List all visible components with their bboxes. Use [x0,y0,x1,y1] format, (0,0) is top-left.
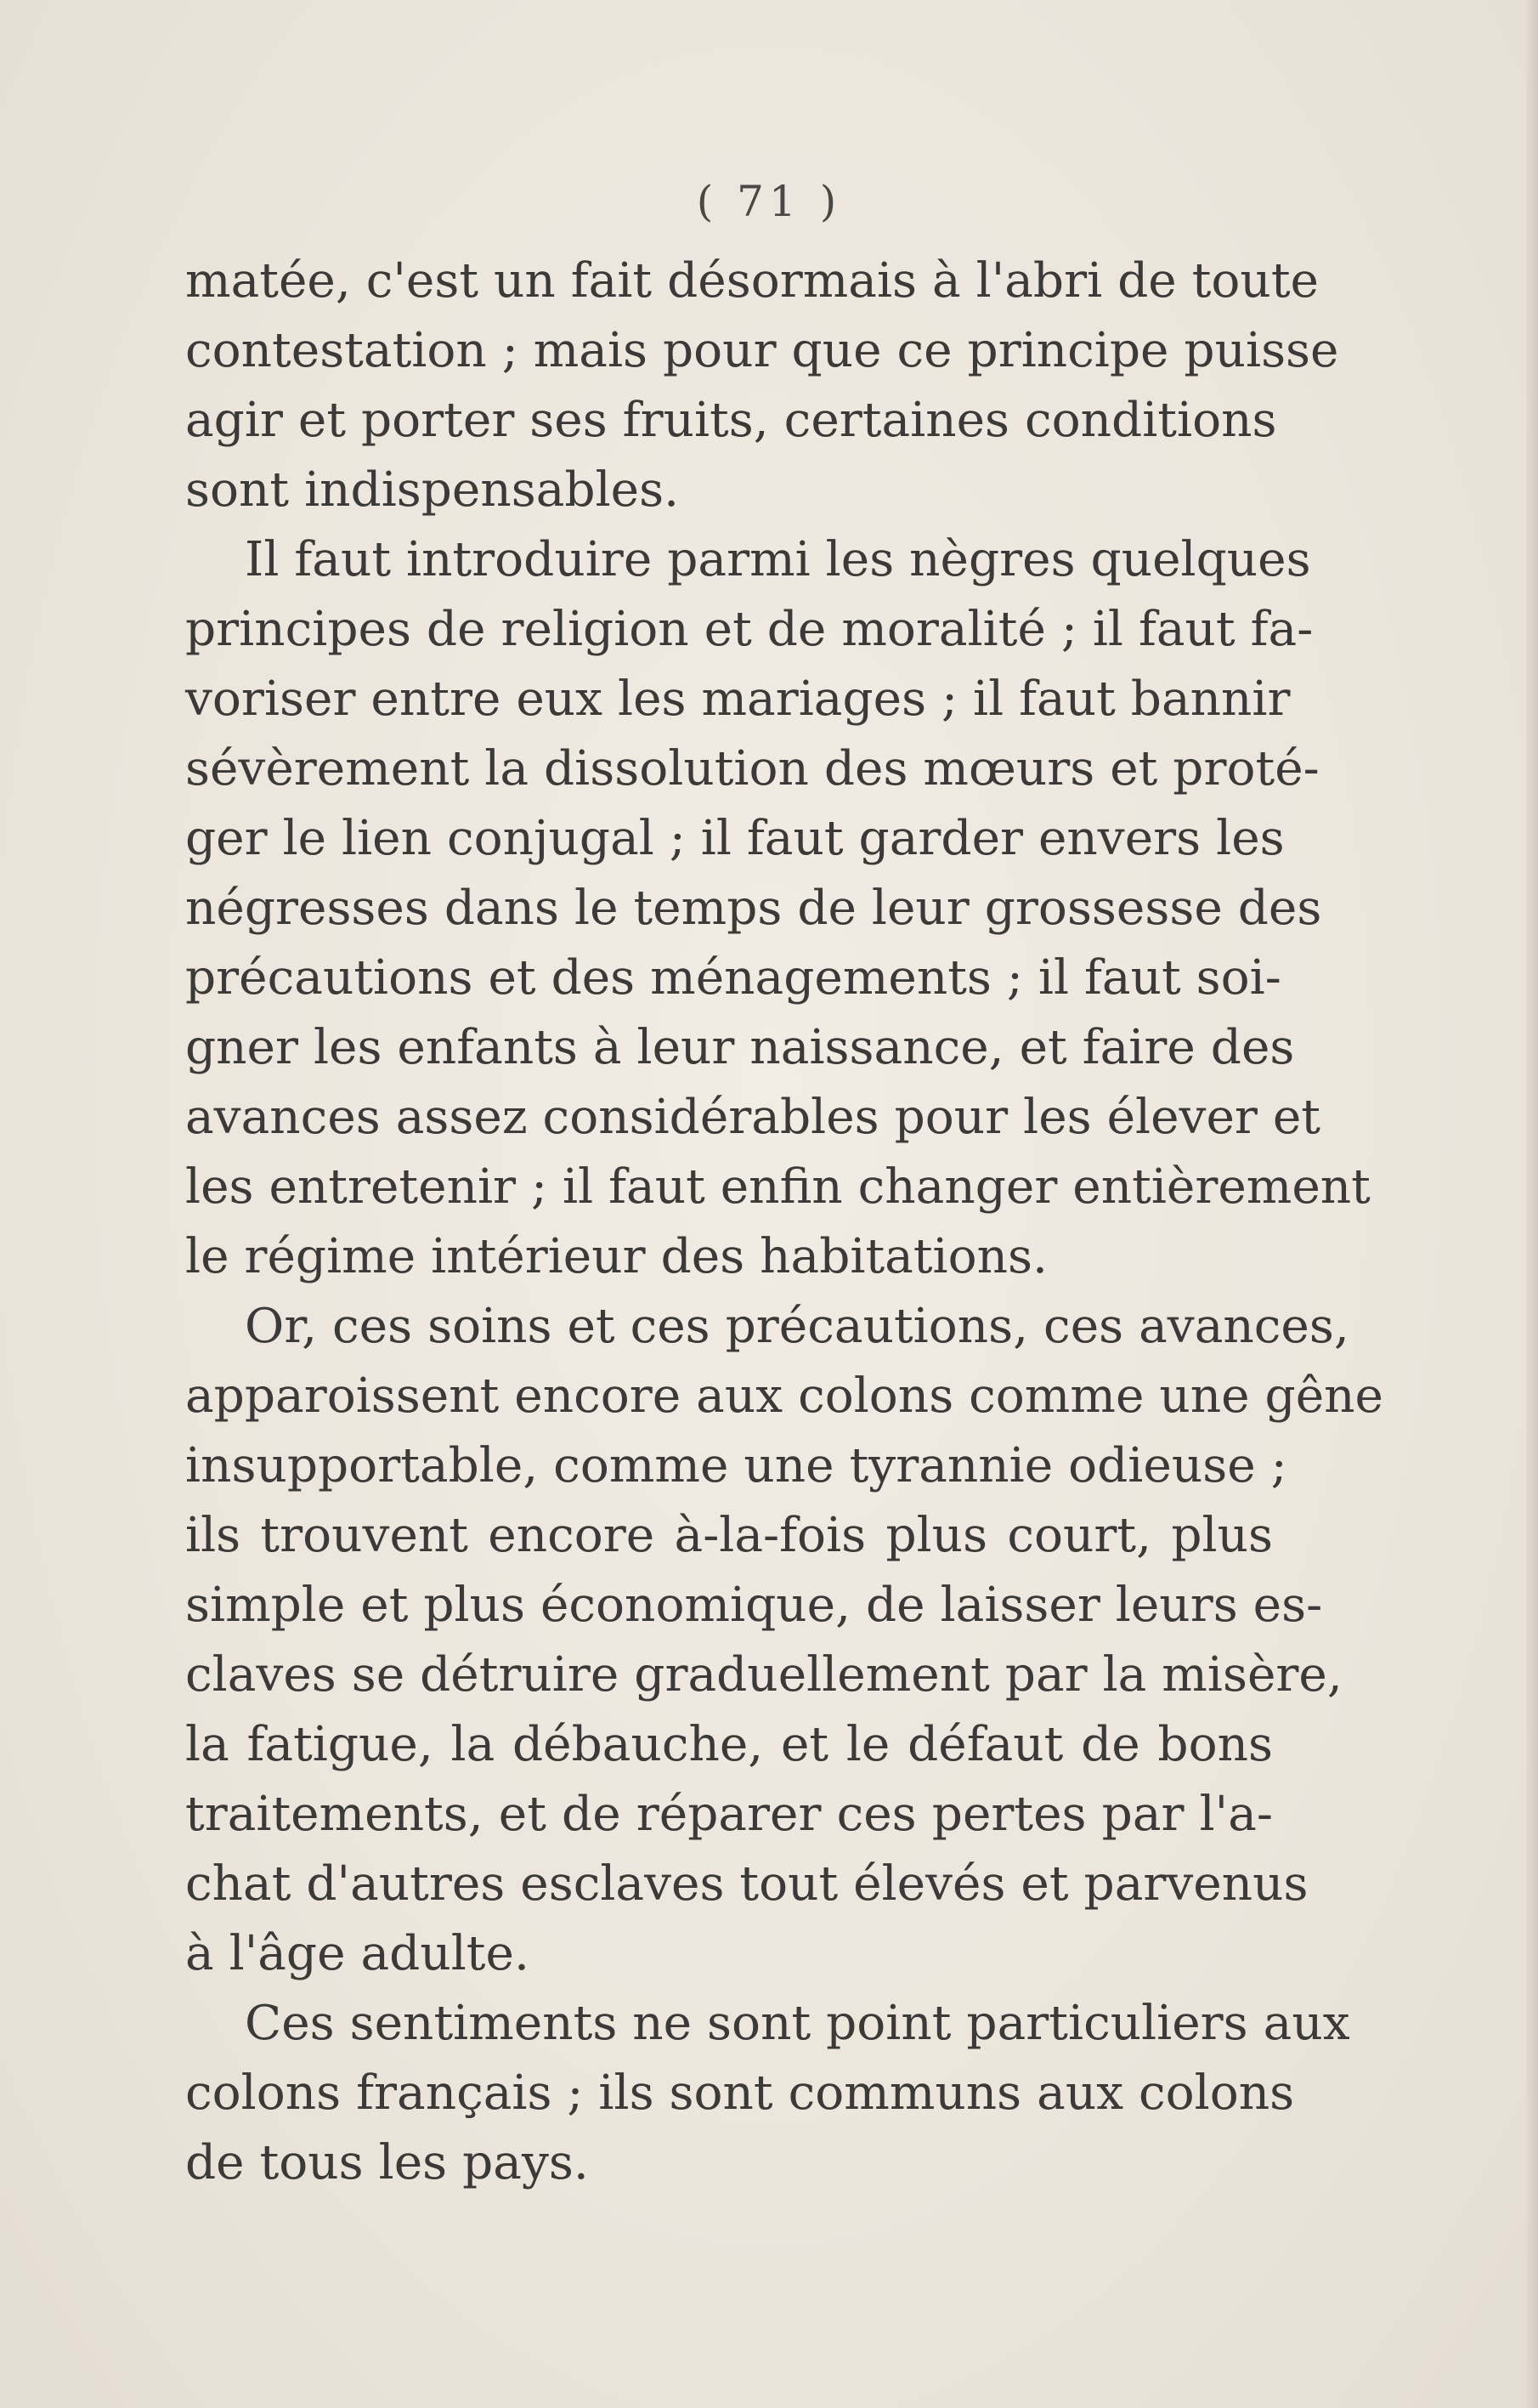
text-line: ger le lien conjugal ; il faut garder envers les [185,811,1285,866]
text-line: voriser entre eux les mariages ; il faut bannir [185,671,1291,727]
text-line: insupportable, comme une tyrannie odieuse ; [185,1438,1287,1493]
text-line: à l'âge adulte. [185,1926,529,1981]
text-line: sont indispensables. [185,462,680,518]
text-line: colons français ; ils sont communs aux colons [185,2065,1295,2121]
paragraph [185,1292,1383,1989]
text-line: traitements, et de réparer ces pertes par l'a- [185,1787,1273,1842]
text-line: la fatigue, la débauche, et le défaut de bons [185,1717,1273,1772]
text-line: les entretenir ; il faut enfin changer entièrement [185,1159,1371,1215]
text-line: de tous les pays. [185,2135,589,2190]
text-line: négresses dans le temps de leur grossesse des [185,881,1322,936]
text-line: agir et porter ses fruits, certaines conditions [185,393,1277,448]
text-line: chat d'autres esclaves tout élevés et parvenus [185,1856,1309,1912]
text-line: simple et plus économique, de laisser leurs es- [185,1578,1323,1633]
text-line: sévèrement la dissolution des mœurs et proté- [185,741,1320,796]
text-line: contestation ; mais pour que ce principe puisse [185,323,1339,378]
text-line: gner les enfants à leur naissance, et faire des [185,1020,1295,1075]
paragraph [185,525,1371,1292]
paragraph [185,246,1339,525]
text-line: Or, ces soins et ces précautions, ces avances, [245,1299,1349,1354]
text-line: avances assez considérables pour les élever et [185,1090,1320,1145]
body-text [185,246,1383,2198]
paragraph [185,1989,1350,2198]
text-line: matée, c'est un fait désormais à l'abri de toute [185,253,1319,309]
text-line: principes de religion et de moralité ; il faut fa- [185,602,1314,657]
text-line: ils trouvent encore à-la-fois plus court, plus [185,1508,1273,1563]
text-line: Ces sentiments ne sont point particuliers aux [245,1996,1350,2051]
text-line: précautions et des ménagements ; il faut soi- [185,950,1281,1006]
page-number: ( 71 ) [696,177,842,226]
text-line: Il faut introduire parmi les nègres quelques [245,532,1311,587]
text-line: apparoissent encore aux colons comme une gêne [185,1368,1383,1424]
text-line: le régime intérieur des habitations. [185,1229,1048,1284]
text-line: claves se détruire graduellement par la misère, [185,1647,1343,1703]
page-edge [1526,0,1538,2408]
